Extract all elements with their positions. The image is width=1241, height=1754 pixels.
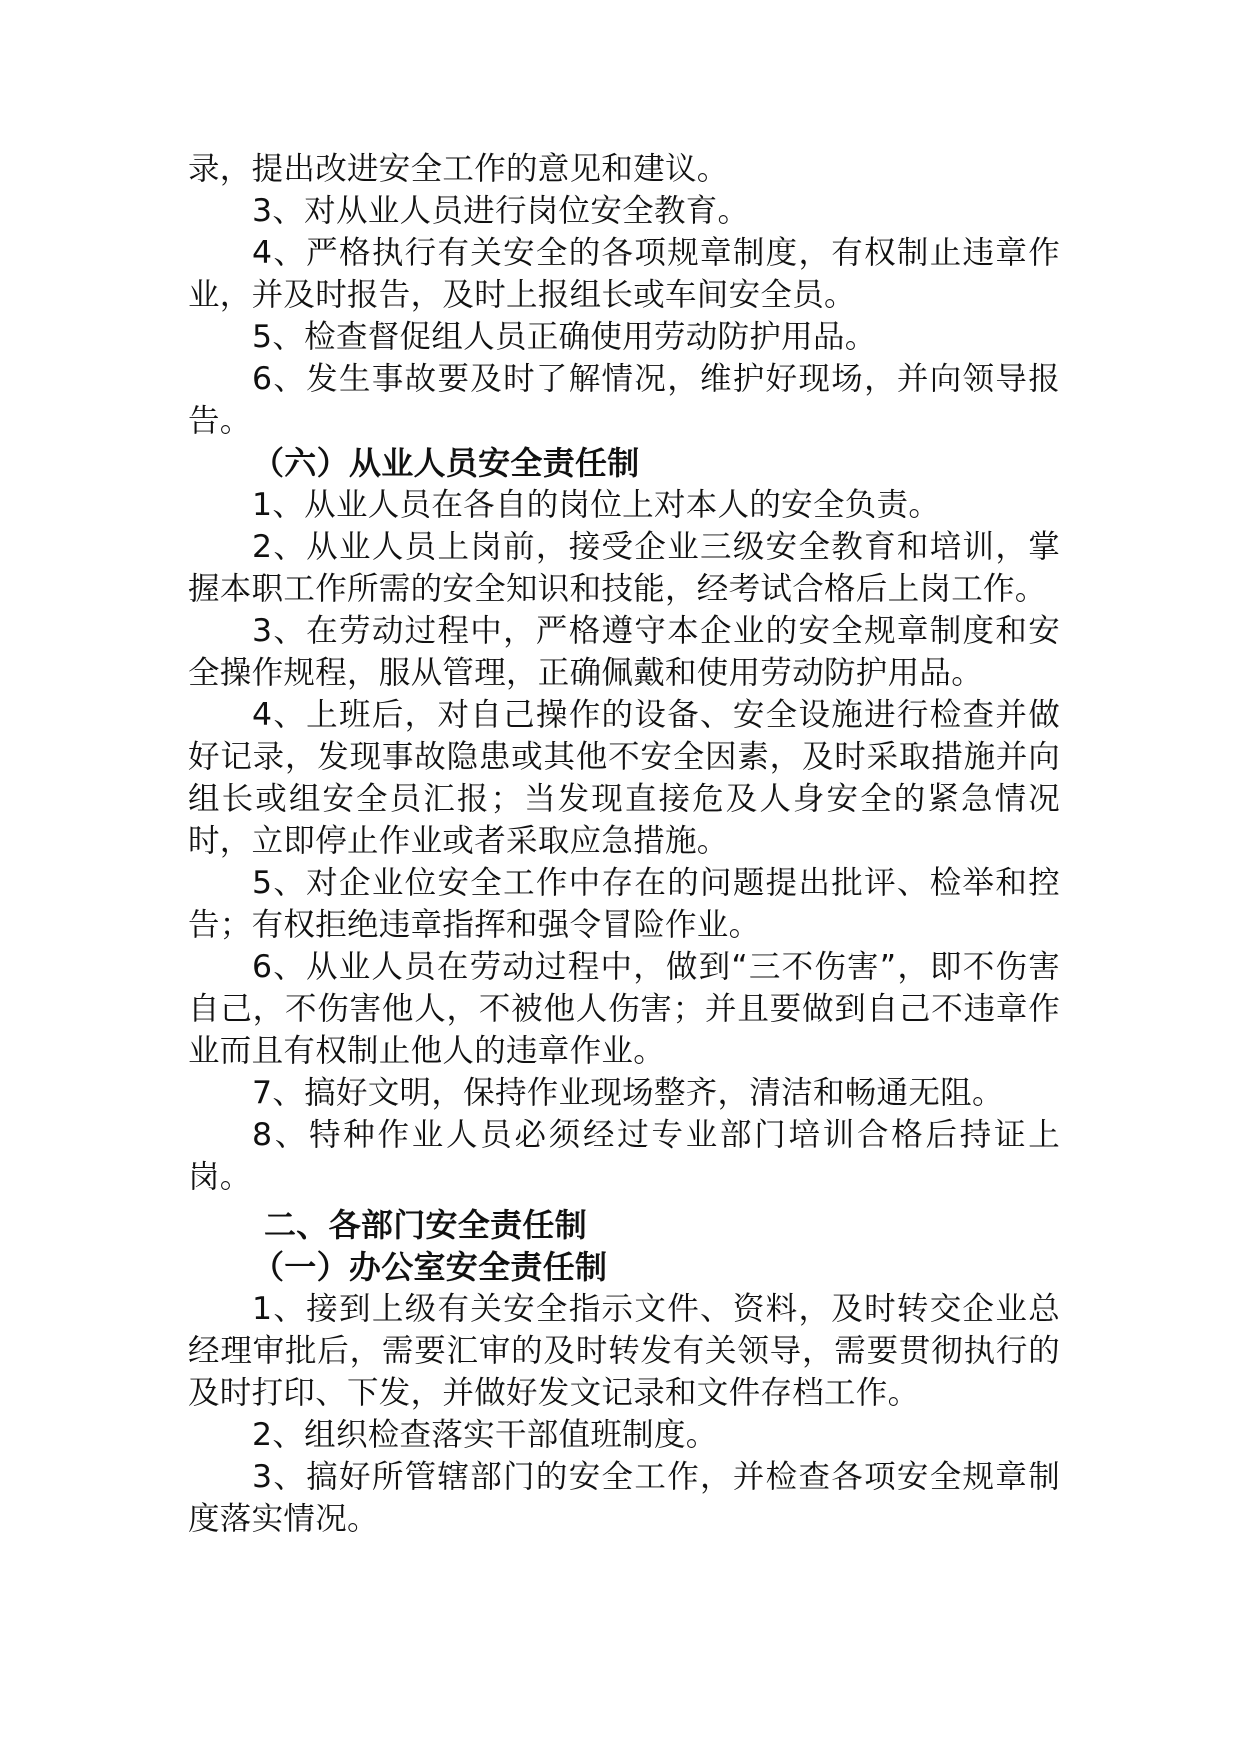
paragraph-item-7: 7、搞好文明，保持作业现场整齐，清洁和畅通无阻。 [252,1075,1004,1111]
paragraph-item-4: 4、上班后，对自己操作的设备、安全设施进行检查并做好记录，发现事故隐患或其他不安全因素，及时采取措施并向组长或组安全员汇报；当发现直接危及人身安全的紧急情况时，立即停止作业或者采取应急措施。 [188,697,1060,859]
paragraph-item-6: 6、发生事故要及时了解情况，维护好现场，并向领导报告。 [188,361,1060,439]
paragraph-item-3: 3、对从业人员进行岗位安全教育。 [252,193,750,229]
section-heading-employee-responsibility: （六）从业人员安全责任制 [252,444,640,482]
paragraph-continuation: 录，提出改进安全工作的意见和建议。 [188,151,729,187]
paragraph-item-5: 5、对企业位安全工作中存在的问题提出批评、检举和控告；有权拒绝违章指挥和强令冒险作业。 [188,865,1060,943]
paragraph-item-1: 1、接到上级有关安全指示文件、资料，及时转交企业总经理审批后，需要汇审的及时转发有关领导，需要贯彻执行的及时打印、下发，并做好发文记录和文件存档工作。 [188,1291,1060,1411]
paragraph-item-3: 3、搞好所管辖部门的安全工作，并检查各项安全规章制度落实情况。 [188,1459,1060,1537]
paragraph-item-1: 1、从业人员在各自的岗位上对本人的安全负责。 [252,487,941,523]
paragraph-item-2: 2、组织检查落实干部值班制度。 [252,1417,718,1453]
paragraph-item-5: 5、检查督促组人员正确使用劳动防护用品。 [252,319,877,355]
paragraph-item-8: 8、特种作业人员必须经过专业部门培训合格后持证上岗。 [188,1117,1060,1195]
paragraph-item-2: 2、从业人员上岗前，接受企业三级安全教育和培训，掌握本职工作所需的安全知识和技能，经考试合格后上岗工作。 [188,529,1060,607]
chapter-heading-department-responsibility: 二、各部门安全责任制 [264,1206,588,1244]
paragraph-item-4: 4、严格执行有关安全的各项规章制度，有权制止违章作业，并及时报告，及时上报组长或车间安全员。 [188,235,1060,313]
paragraph-item-3: 3、在劳动过程中，严格遵守本企业的安全规章制度和安全操作规程，服从管理，正确佩戴和使用劳动防护用品。 [188,613,1060,691]
paragraph-item-6: 6、从业人员在劳动过程中，做到“三不伤害”，即不伤害自己，不伤害他人，不被他人伤害；并且要做到自己不违章作业而且有权制止他人的违章作业。 [188,949,1060,1069]
section-heading-office-responsibility: （一）办公室安全责任制 [252,1248,608,1286]
document-body [188,148,1060,1540]
